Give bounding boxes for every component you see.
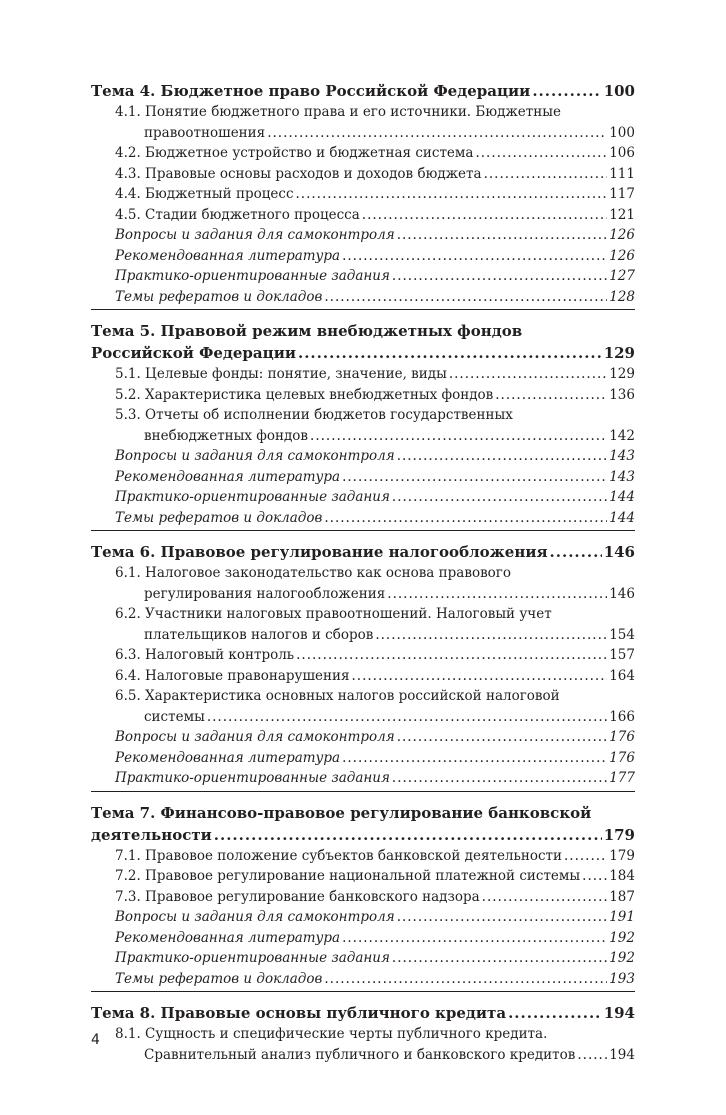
entry-title: Вопросы и задания для самоконтроля: [115, 729, 395, 745]
toc-entry-continuation[interactable]: [91, 625, 635, 646]
toc-entry[interactable]: [91, 645, 635, 666]
page-ref: 106: [609, 145, 635, 161]
dot-leader: [310, 426, 607, 447]
page-ref: 146: [609, 585, 635, 602]
chapter-title: Тема 7. Финансово-правовое регулирование банковской: [91, 803, 592, 822]
page-ref: 143: [609, 468, 635, 485]
dot-leader: [296, 645, 607, 666]
toc-entry[interactable]: [91, 205, 635, 226]
dot-leader: [324, 287, 607, 308]
dot-leader: [324, 508, 607, 529]
chapter-title: Тема 6. Правовое регулирование налогообложения: [91, 543, 548, 561]
dot-leader: [449, 364, 607, 385]
toc-entry-continuation[interactable]: [91, 707, 635, 728]
toc-entry[interactable]: [91, 405, 635, 426]
dot-leader: [375, 625, 607, 646]
dot-leader: [324, 969, 607, 990]
dot-leader: [397, 907, 608, 928]
entry-title: 7.3. Правовое регулирование банковского надзора: [115, 888, 480, 905]
page-ref: 128: [609, 288, 635, 305]
entry-title: 4.5. Стадии бюджетного процесса: [115, 206, 360, 223]
toc-meta-entry[interactable]: [91, 446, 635, 467]
page-ref: 154: [609, 626, 635, 643]
toc-meta-entry[interactable]: [91, 287, 635, 308]
dot-leader: [352, 666, 608, 687]
entry-title: 6.1. Налоговое законодательство как основа правового: [115, 565, 511, 581]
entry-title: внебюджетных фондов: [144, 427, 309, 444]
entry-title: Практико-ориентированные задания: [115, 268, 390, 284]
page-ref: 146: [603, 543, 635, 561]
entry-title: плательщиков налогов и сборов: [144, 626, 374, 643]
toc-entry[interactable]: [91, 666, 635, 687]
entry-title: 5.1. Целевые фонды: понятие, значение, виды: [115, 366, 447, 382]
page-ref: 121: [609, 206, 635, 223]
page-ref: 127: [609, 268, 635, 284]
chapter-title: деятельности: [91, 825, 212, 844]
page-ref: 142: [609, 427, 635, 444]
page-ref: 187: [609, 888, 635, 905]
dot-leader: [550, 541, 602, 563]
toc-entry[interactable]: [91, 866, 635, 887]
page-ref: 179: [609, 847, 635, 864]
toc-meta-entry[interactable]: [91, 225, 635, 246]
entry-title: 4.1. Понятие бюджетного права и его источники. Бюджетные: [115, 104, 561, 120]
dot-leader: [397, 225, 608, 246]
page-ref: 176: [609, 729, 635, 745]
dot-leader: [342, 748, 607, 769]
toc-chapter: [91, 320, 635, 531]
dot-leader: [342, 467, 607, 488]
dot-leader: [482, 887, 608, 908]
dot-leader: [397, 446, 608, 467]
dot-leader: [577, 1045, 607, 1066]
dot-leader: [267, 123, 607, 144]
page-ref: 193: [609, 970, 635, 987]
page-ref: 192: [609, 950, 635, 966]
page-ref: 157: [609, 647, 635, 663]
entry-title: Темы рефератов и докладов: [115, 288, 323, 305]
toc-chapter: [91, 541, 635, 792]
entry-title: системы: [144, 708, 205, 725]
page-ref: 111: [609, 165, 635, 182]
chapter-heading[interactable]: [91, 80, 635, 102]
toc-meta-entry[interactable]: [91, 748, 635, 769]
toc-entry-continuation[interactable]: [91, 426, 635, 447]
entry-title: Рекомендованная литература: [115, 468, 341, 485]
dot-leader: [582, 866, 607, 887]
toc-entry[interactable]: [91, 164, 635, 185]
entry-title: 5.2. Характеристика целевых внебюджетных фондов: [115, 386, 494, 403]
dot-leader: [392, 266, 607, 287]
toc-entry[interactable]: [91, 604, 635, 625]
page-ref: 194: [609, 1046, 635, 1063]
entry-title: 5.3. Отчеты об исполнении бюджетов государственных: [115, 407, 513, 423]
entry-title: Практико-ориентированные задания: [115, 950, 390, 966]
toc-entry-continuation[interactable]: [91, 123, 635, 144]
dot-leader: [564, 846, 607, 867]
page-ref: 129: [609, 366, 635, 382]
toc-meta-entry[interactable]: [91, 727, 635, 748]
toc-chapter: [91, 1002, 635, 1067]
toc-entry[interactable]: [91, 102, 635, 123]
toc-meta-entry[interactable]: [91, 768, 635, 789]
toc-entry-continuation[interactable]: [91, 1045, 635, 1066]
toc-meta-entry[interactable]: [91, 948, 635, 969]
toc-entry-continuation[interactable]: [91, 584, 635, 605]
entry-title: 6.2. Участники налоговых правоотношений. Налоговый учет: [115, 606, 552, 622]
page-ref: 129: [603, 344, 635, 362]
entry-title: 7.1. Правовое положение субъектов банковской деятельности: [115, 847, 563, 864]
dot-leader: [214, 824, 602, 846]
chapter-title: Тема 8. Правовые основы публичного кредита: [91, 1004, 507, 1022]
page-ref: 164: [609, 667, 635, 684]
page-ref: 117: [609, 186, 635, 202]
chapter-title: Тема 5. Правовой режим внебюджетных фондов: [91, 322, 523, 340]
page-ref: 184: [609, 868, 635, 884]
toc-entry[interactable]: [91, 686, 635, 707]
table-of-contents: [91, 80, 635, 1067]
page-ref: 166: [609, 708, 635, 725]
dot-leader: [484, 164, 608, 185]
toc-entry[interactable]: [91, 846, 635, 867]
dot-leader: [387, 584, 607, 605]
entry-title: Темы рефератов и докладов: [115, 970, 323, 987]
toc-meta-entry[interactable]: [91, 487, 635, 508]
entry-title: Рекомендованная литература: [115, 247, 341, 264]
chapter-heading-continuation[interactable]: [91, 824, 635, 846]
page-ref: 177: [609, 770, 635, 786]
dot-leader: [475, 143, 607, 164]
page-ref: 100: [609, 124, 635, 141]
entry-title: 4.2. Бюджетное устройство и бюджетная система: [115, 145, 474, 161]
toc-chapter: [91, 80, 635, 310]
toc-chapter: [91, 802, 635, 993]
toc-meta-entry[interactable]: [91, 969, 635, 990]
page-number: 4: [91, 1032, 100, 1048]
chapter-heading[interactable]: [91, 802, 635, 824]
chapter-heading[interactable]: [91, 320, 635, 342]
page-ref: 144: [609, 489, 635, 505]
entry-title: Вопросы и задания для самоконтроля: [115, 448, 395, 464]
dot-leader: [392, 768, 607, 789]
dot-leader: [532, 80, 601, 102]
toc-meta-entry[interactable]: [91, 266, 635, 287]
dot-leader: [342, 246, 607, 267]
entry-title: 7.2. Правовое регулирование национальной платежной системы: [115, 868, 581, 884]
toc-meta-entry[interactable]: [91, 467, 635, 488]
toc-meta-entry[interactable]: [91, 508, 635, 529]
entry-title: Рекомендованная литература: [115, 929, 341, 946]
dot-leader: [397, 727, 608, 748]
toc-entry[interactable]: [91, 887, 635, 908]
toc-meta-entry[interactable]: [91, 246, 635, 267]
entry-title: Практико-ориентированные задания: [115, 770, 390, 786]
chapter-heading[interactable]: [91, 541, 635, 563]
entry-title: правоотношения: [144, 124, 266, 141]
entry-title: 6.4. Налоговые правонарушения: [115, 667, 350, 684]
toc-entry[interactable]: [91, 184, 635, 205]
entry-title: Вопросы и задания для самоконтроля: [115, 909, 395, 925]
dot-leader: [392, 487, 607, 508]
entry-title: Сравнительный анализ публичного и банковского кредитов: [144, 1046, 576, 1063]
entry-title: 6.3. Налоговый контроль: [115, 647, 295, 663]
page-ref: 126: [609, 227, 635, 243]
chapter-title: Тема 4. Бюджетное право Российской Федерации: [91, 82, 531, 100]
entry-title: Темы рефератов и докладов: [115, 509, 323, 526]
toc-entry[interactable]: [91, 143, 635, 164]
page-ref: 176: [609, 749, 635, 766]
toc-entry[interactable]: [91, 385, 635, 406]
page-ref: 179: [603, 825, 635, 844]
page-ref: 194: [603, 1004, 635, 1022]
dot-leader: [508, 1002, 602, 1024]
entry-title: Рекомендованная литература: [115, 749, 341, 766]
page-ref: 100: [603, 82, 635, 100]
chapter-title: Российской Федерации: [91, 344, 296, 362]
dot-leader: [298, 342, 602, 364]
chapter-heading-continuation[interactable]: [91, 342, 635, 364]
page-ref: 136: [609, 386, 635, 403]
entry-title: 8.1. Сущность и специфические черты публичного кредита.: [115, 1026, 548, 1042]
dot-leader: [342, 928, 607, 949]
toc-meta-entry[interactable]: [91, 928, 635, 949]
dot-leader: [296, 184, 608, 205]
dot-leader: [362, 205, 607, 226]
chapter-heading[interactable]: [91, 1002, 635, 1024]
page-ref: 191: [609, 909, 635, 925]
dot-leader: [392, 948, 607, 969]
entry-title: Вопросы и задания для самоконтроля: [115, 227, 395, 243]
entry-title: Практико-ориентированные задания: [115, 489, 390, 505]
toc-meta-entry[interactable]: [91, 907, 635, 928]
page-ref: 126: [609, 247, 635, 264]
toc-entry[interactable]: [91, 364, 635, 385]
page-ref: 192: [609, 929, 635, 946]
entry-title: 4.3. Правовые основы расходов и доходов бюджета: [115, 165, 482, 182]
entry-title: 6.5. Характеристика основных налогов российской налоговой: [115, 688, 560, 704]
toc-entry[interactable]: [91, 563, 635, 584]
entry-title: регулирования налогообложения: [144, 585, 386, 602]
page-ref: 144: [609, 509, 635, 526]
dot-leader: [207, 707, 607, 728]
page-ref: 143: [609, 448, 635, 464]
dot-leader: [495, 385, 607, 406]
entry-title: 4.4. Бюджетный процесс: [115, 186, 294, 202]
toc-entry[interactable]: [91, 1024, 635, 1045]
